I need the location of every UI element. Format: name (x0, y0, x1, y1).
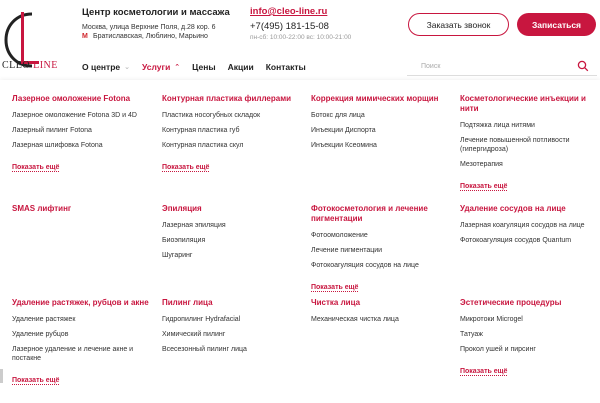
menu-category (162, 298, 300, 360)
category-items (12, 315, 150, 363)
show-more-link[interactable]: Показать ещё (12, 164, 60, 171)
email-link[interactable]: info@cleo-line.ru (250, 6, 328, 17)
menu-item-link[interactable]: Микротоки Microgel (460, 316, 523, 323)
category-title-link[interactable]: Лазерное омоложение Fotona (12, 94, 131, 103)
category-items (460, 315, 598, 354)
menu-item-link[interactable]: Лазерное удаление и лечение акне и постакне (12, 346, 134, 362)
nav-item-label: О центре (82, 62, 121, 72)
nav-item-label: Контакты (265, 62, 306, 72)
menu-item-link[interactable]: Мезотерапия (460, 161, 503, 168)
show-more-link[interactable]: Показать ещё (460, 183, 508, 190)
menu-item-link[interactable]: Биоэпиляция (162, 237, 206, 244)
main-nav (82, 60, 318, 74)
category-items (162, 315, 300, 354)
menu-item-link[interactable]: Лазерная коагуляция сосудов на лице (460, 222, 585, 229)
request-call-button[interactable]: Заказать звонок (408, 13, 509, 36)
metro-stations (82, 33, 208, 40)
nav-item-contacts[interactable] (266, 62, 306, 72)
category-title-link[interactable]: SMAS лифтинг (12, 204, 72, 213)
phone-number[interactable]: +7(495) 181-15-08 (250, 21, 329, 32)
menu-item-link[interactable]: Фотоомоложение (311, 232, 368, 239)
menu-item-link[interactable]: Прокол ушей и пирсинг (460, 346, 536, 353)
logo-text (2, 60, 58, 71)
search-box (407, 56, 597, 76)
nav-item-label: Услуги (142, 62, 171, 72)
menu-category (12, 94, 150, 174)
nav-item-services[interactable] (142, 62, 180, 72)
category-title-link[interactable]: Удаление сосудов на лице (460, 204, 566, 213)
nav-item-promotions[interactable] (228, 62, 254, 72)
category-items (311, 111, 449, 150)
menu-category (460, 204, 598, 251)
menu-item-link[interactable]: Фотокоагуляция сосудов Quantum (460, 237, 572, 244)
menu-item-link[interactable]: Лазерная эпиляция (162, 222, 226, 229)
category-title-link[interactable]: Чистка лица (311, 298, 361, 307)
menu-category (162, 94, 300, 174)
show-more-link[interactable]: Показать ещё (12, 377, 60, 384)
menu-item-link[interactable]: Лазерный пилинг Fotona (12, 127, 92, 134)
nav-item-label: Акции (227, 62, 254, 72)
menu-category (162, 204, 300, 266)
category-items (12, 111, 150, 150)
category-title-link[interactable]: Пилинг лица (162, 298, 213, 307)
show-more-link[interactable]: Показать ещё (460, 368, 508, 375)
scrollbar-thumb[interactable] (0, 369, 3, 383)
chevron-down-icon: ⌄ (124, 64, 131, 71)
menu-item-link[interactable]: Контурная пластика губ (162, 127, 240, 134)
category-title-link[interactable]: Эпиляция (162, 204, 202, 213)
menu-item-link[interactable]: Химический пилинг (162, 331, 226, 338)
category-title-link[interactable]: Косметологические инъекции и нити (460, 94, 586, 113)
signup-button[interactable]: Записаться (517, 13, 596, 36)
chevron-up-icon: ⌃ (174, 64, 181, 71)
site-header (0, 0, 600, 80)
menu-item-link[interactable]: Шугаринг (162, 252, 193, 259)
menu-category (311, 204, 449, 294)
menu-item-link[interactable]: Подтяжка лица нитями (460, 122, 535, 129)
metro-stations-text: Братиславская, Люблино, Марьино (93, 33, 208, 40)
logo-text-prefix: CLEO (2, 60, 31, 71)
category-items (460, 221, 598, 245)
menu-category (311, 94, 449, 156)
category-title-link[interactable]: Эстетические процедуры (460, 298, 562, 307)
menu-category (12, 204, 150, 221)
menu-item-link[interactable]: Контурная пластика скул (162, 142, 244, 149)
metro-icon: M (82, 33, 88, 40)
category-items (162, 111, 300, 150)
menu-item-link[interactable]: Всесезонный пилинг лица (162, 346, 247, 353)
menu-item-link[interactable]: Лечение пигментации (311, 247, 383, 254)
menu-category (12, 298, 150, 387)
search-icon[interactable] (577, 60, 589, 72)
category-title-link[interactable]: Контурная пластика филлерами (162, 94, 292, 103)
category-items (311, 231, 449, 270)
category-title-link[interactable]: Фотокосметология и лечение пигментации (311, 204, 428, 223)
services-mega-menu (0, 80, 600, 403)
address-line: Москва, улица Верхние Поля, д.28 кор. 6 (82, 24, 216, 31)
menu-item-link[interactable]: Фотокоагуляция сосудов на лице (311, 262, 419, 269)
menu-item-link[interactable]: Лазерное омоложение Fotona 3D и 4D (12, 112, 137, 119)
nav-item-prices[interactable] (192, 62, 215, 72)
brand-title: Центр косметологии и массажа (82, 7, 230, 18)
working-hours: пн-сб: 10:00-22:00 вс: 10:00-21:00 (250, 34, 352, 41)
menu-item-link[interactable]: Лазерная шлифовка Fotona (12, 142, 103, 149)
menu-category (460, 298, 598, 378)
menu-item-link[interactable]: Удаление рубцов (12, 331, 69, 338)
show-more-link[interactable]: Показать ещё (162, 164, 210, 171)
nav-item-about[interactable] (82, 62, 130, 72)
show-more-link[interactable]: Показать ещё (311, 284, 359, 291)
category-items (460, 121, 598, 169)
menu-item-link[interactable]: Инъекции Ксеомина (311, 142, 377, 149)
nav-item-label: Цены (192, 62, 216, 72)
menu-item-link[interactable]: Удаление растяжек (12, 316, 76, 323)
search-input[interactable] (421, 60, 571, 72)
category-title-link[interactable]: Коррекция мимических морщин (311, 94, 439, 103)
menu-item-link[interactable]: Татуаж (460, 331, 483, 338)
category-items (162, 221, 300, 260)
menu-item-link[interactable]: Инъекции Диспорта (311, 127, 376, 134)
menu-item-link[interactable]: Пластика носогубных складок (162, 112, 261, 119)
menu-item-link[interactable]: Механическая чистка лица (311, 316, 399, 323)
menu-item-link[interactable]: Лечение повышенной потливости (гипергидроза) (460, 137, 570, 153)
menu-item-link[interactable]: Гидропилинг Hydrafacial (162, 316, 241, 323)
logo-text-suffix: LINE (33, 60, 58, 71)
category-items (311, 315, 449, 324)
category-title-link[interactable]: Удаление растяжек, рубцов и акне (12, 298, 149, 307)
menu-category (460, 94, 598, 193)
menu-item-link[interactable]: Ботокс для лица (311, 112, 365, 119)
menu-category (311, 298, 449, 330)
